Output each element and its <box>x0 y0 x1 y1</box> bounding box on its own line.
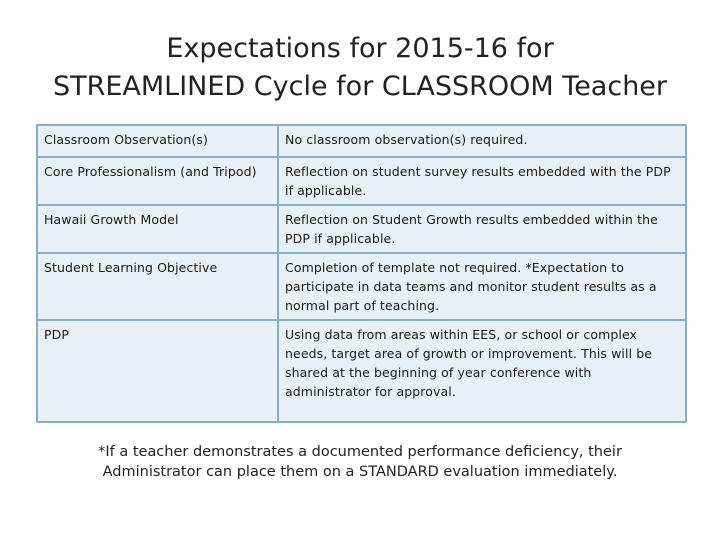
expectations-table <box>36 124 687 423</box>
table-row <box>37 205 686 253</box>
component-cell: Student Learning Objective <box>37 253 278 320</box>
component-cell: Hawaii Growth Model <box>37 205 278 253</box>
component-cell: Core Professionalism (and Tripod) <box>37 157 278 205</box>
table-row <box>37 320 686 422</box>
table-row <box>37 157 686 205</box>
title-line-2: STREAMLINED Cycle for CLASSROOM Teacher <box>52 71 668 102</box>
expectation-cell: Reflection on Student Growth results embedded within the PDP if applicable. <box>278 205 686 253</box>
footnote-line-2: Administrator can place them on a STANDARD evaluation immediately. <box>102 464 618 480</box>
expectation-cell: Reflection on student survey results embedded with the PDP if applicable. <box>278 157 686 205</box>
expectation-cell: No classroom observation(s) required. <box>278 125 686 157</box>
table-row <box>37 253 686 320</box>
footnote <box>60 442 660 482</box>
title-line-1: Expectations for 2015-16 for <box>166 33 554 64</box>
component-cell: Classroom Observation(s) <box>37 125 278 157</box>
footnote-line-1: *If a teacher demonstrates a documented performance deficiency, their <box>98 444 622 460</box>
expectation-cell: Using data from areas within EES, or school or complex needs, target area of growth or improvement. This will be shared at the beginning of year conference with administrator for approval. <box>278 320 686 422</box>
table-row <box>37 125 686 157</box>
expectation-cell: Completion of template not required. *Expectation to participate in data teams and monitor student results as a normal part of teaching. <box>278 253 686 320</box>
slide-title <box>0 30 720 106</box>
component-cell: PDP <box>37 320 278 422</box>
